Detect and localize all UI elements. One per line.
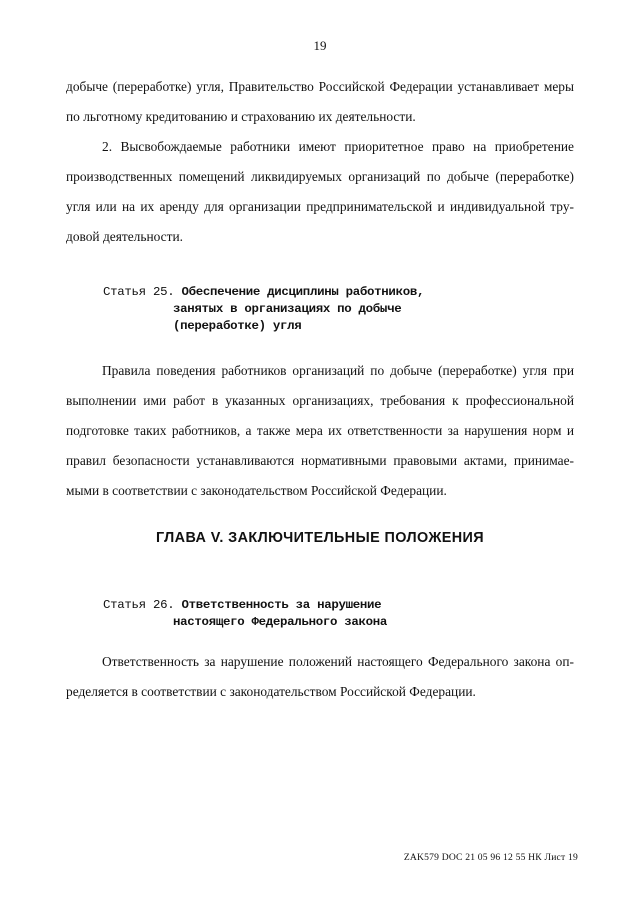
article-26-body: [66, 647, 574, 707]
article-26-title-line: настоящего Федерального закона: [173, 615, 388, 629]
chapter-title: ГЛАВА V. ЗАКЛЮЧИТЕЛЬНЫЕ ПОЛОЖЕНИЯ: [155, 530, 485, 546]
article-26-heading: [103, 597, 387, 631]
continuation-paragraph: [66, 72, 574, 132]
paragraph-line: Ответственность за нарушение положений настоящего Федерального закона оп-: [102, 654, 574, 669]
clause-2-paragraph: [66, 132, 574, 252]
paragraph-line: производственных помещений ликвидируемых организаций по добыче (переработке): [66, 169, 574, 184]
article-25-body: [66, 356, 574, 506]
article-25-title-line: Обеспечение дисциплины работников,: [181, 285, 425, 299]
paragraph-line: добыче (переработке) угля, Правительство Российской Федерации устанавливает меры: [66, 79, 574, 94]
paragraph-line: ределяется в соответствии с законодательством Российской Федерации.: [66, 684, 476, 699]
document-footer: ZAK579 DOC 21 05 96 12 55 НК Лист 19: [403, 852, 578, 863]
article-25-label: Статья 25.: [103, 285, 175, 299]
article-25-heading: [103, 284, 424, 335]
paragraph-line: угля или на их аренду для организации предпринимательской и индивидуальной тру-: [66, 199, 574, 214]
article-26-title-line: Ответственность за нарушение: [181, 598, 382, 612]
article-25-title-line: занятых в организациях по добыче: [173, 302, 402, 316]
page-number: 19: [313, 38, 327, 53]
paragraph-line: 2. Высвобождаемые работники имеют приоритетное право на приобретение: [102, 139, 574, 154]
paragraph-line: выполнении ими работ в указанных организациях, требования к профессиональной: [66, 393, 574, 408]
paragraph-line: подготовке таких работников, а также мера их ответственности за нарушения норм и: [66, 423, 574, 438]
article-25-title-line: (переработке) угля: [173, 319, 302, 333]
paragraph-line: Правила поведения работников организаций по добыче (переработке) угля при: [102, 363, 574, 378]
paragraph-line: довой деятельности.: [66, 229, 183, 244]
paragraph-line: по льготному кредитованию и страхованию их деятельности.: [66, 109, 416, 124]
article-26-label: Статья 26.: [103, 598, 175, 612]
paragraph-line: правил безопасности устанавливаются нормативными правовыми актами, принимае-: [66, 453, 574, 468]
paragraph-line: мыми в соответствии с законодательством Российской Федерации.: [66, 483, 447, 498]
